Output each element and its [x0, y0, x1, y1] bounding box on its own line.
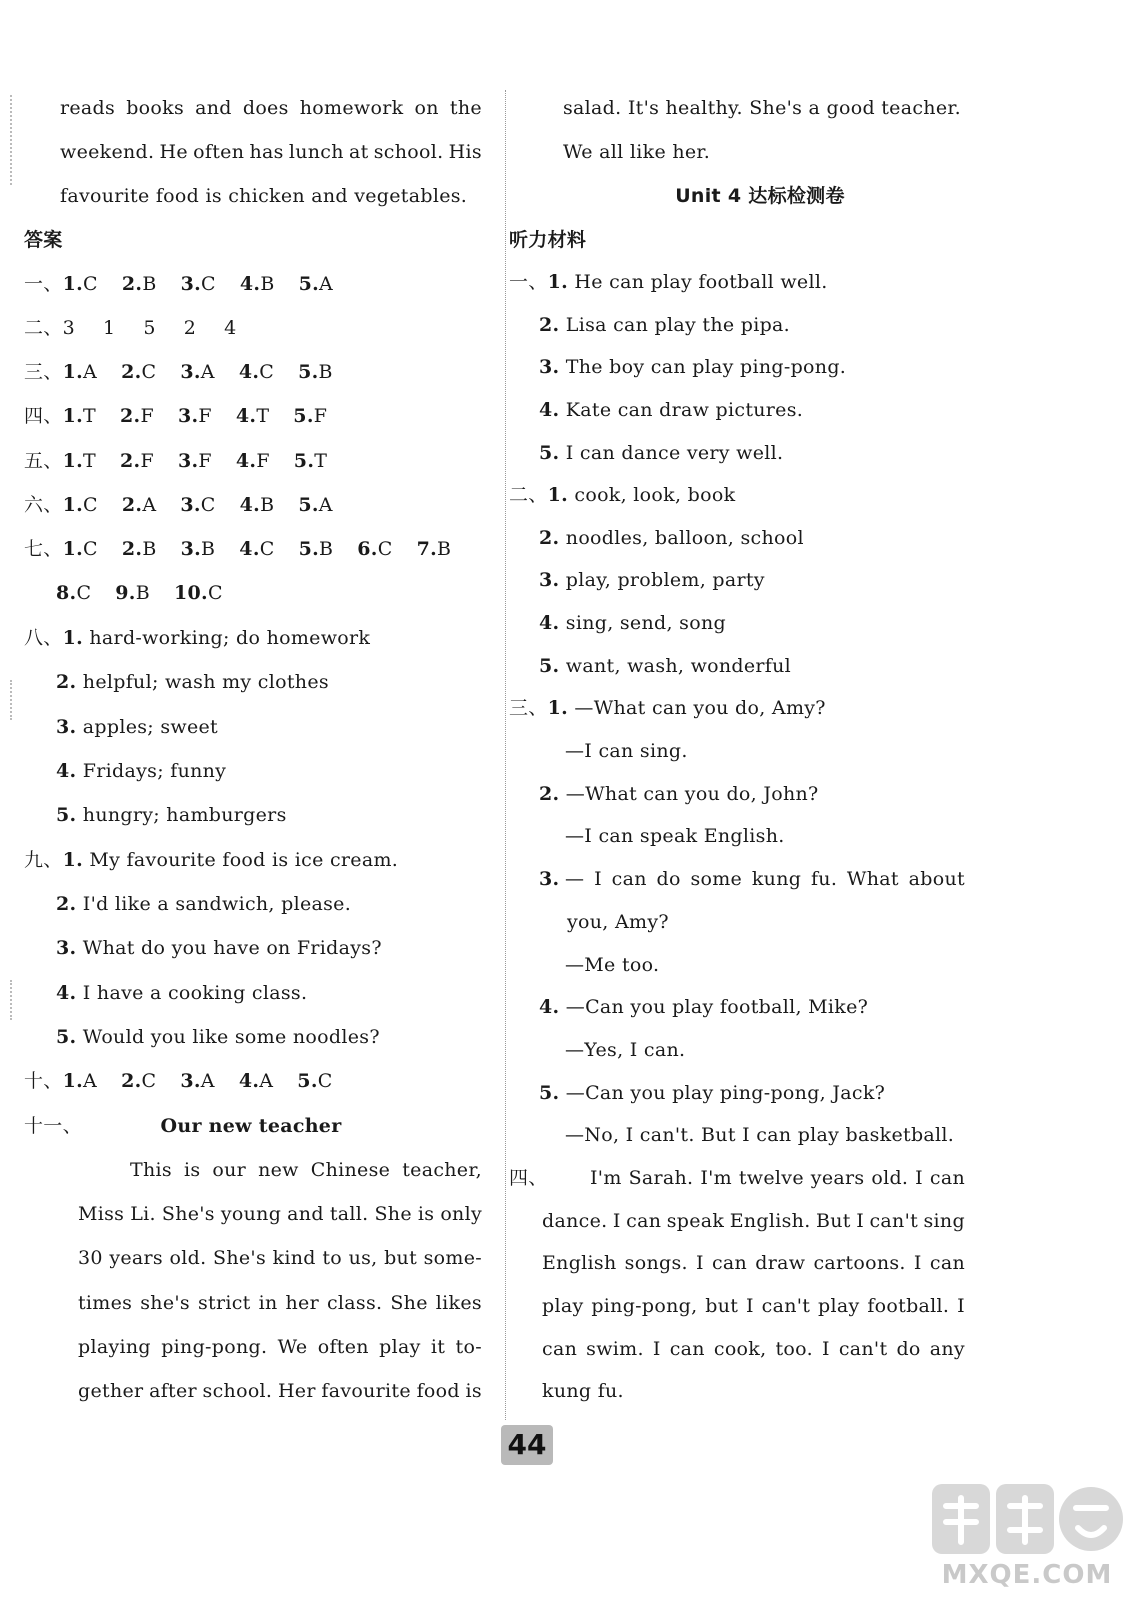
dialogue-answer: —Me too. — [565, 954, 660, 976]
intro-line: favourite food is chicken and vegetables. — [60, 185, 468, 207]
answer-item: 4.B — [239, 273, 275, 295]
section-label: 一、 — [509, 271, 548, 293]
section-label-4: 四、 — [509, 1167, 548, 1189]
answer-item: 5.B — [298, 538, 334, 560]
answer-item: 3.C — [180, 494, 216, 516]
word: — — [565, 868, 585, 890]
answer-item: 3. apples; sweet — [56, 716, 218, 738]
listening-item: 一、1. He can play football well. — [509, 271, 828, 293]
word: food — [416, 1380, 460, 1402]
word: reads — [60, 97, 116, 119]
word: likes — [435, 1292, 482, 1314]
word: playing — [78, 1336, 151, 1358]
answer-item: 5.C — [297, 1070, 333, 1092]
dialogue-question: 5. —Can you play ping-pong, Jack? — [539, 1082, 886, 1104]
word: I — [612, 1210, 621, 1232]
listening-item: 3. The boy can play ping-pong. — [539, 356, 847, 378]
answer-item: 1.A — [62, 361, 98, 383]
word: can — [626, 1210, 662, 1232]
answer-row-8-1: 八、1. hard-working; do homework — [24, 627, 371, 649]
word: play — [818, 1295, 860, 1317]
answer-item: 4.C — [238, 361, 275, 383]
answer-item: 7.B — [416, 538, 452, 560]
answers-heading: 答案 — [24, 229, 63, 251]
word: This — [130, 1159, 172, 1181]
word: can — [711, 1252, 748, 1274]
word: years — [810, 1167, 865, 1189]
word: in — [258, 1292, 278, 1314]
word: can — [611, 868, 647, 890]
word: I — [915, 1167, 923, 1189]
sequence-value: 5 — [143, 317, 156, 339]
word: What — [846, 868, 899, 890]
word: Her — [277, 1380, 316, 1402]
continuation-line: salad. It's healthy. She's a good teacher. — [563, 97, 962, 119]
word: often — [193, 141, 245, 163]
watermark-text: MXQE.COM — [941, 1560, 1113, 1590]
dialogue-question: 4. —Can you play football, Mike? — [539, 996, 869, 1018]
section-label: 二、 — [24, 317, 63, 339]
word: We — [277, 1336, 308, 1358]
word: I'm — [700, 1167, 732, 1189]
word: teacher, — [402, 1159, 482, 1181]
answer-item: 3.F — [177, 405, 212, 427]
word: tall. — [329, 1203, 369, 1225]
word: I — [821, 1338, 830, 1360]
section-label: 六、 — [24, 494, 63, 516]
word: kind — [272, 1247, 316, 1269]
word: can't — [838, 1338, 888, 1360]
passage-line: kung fu. — [542, 1380, 624, 1402]
page-number: 44 — [501, 1425, 553, 1465]
section-label: 十、 — [24, 1070, 63, 1092]
section-label: 三、 — [509, 697, 548, 719]
word: English. — [729, 1210, 811, 1232]
right-column — [509, 0, 1005, 1600]
word: songs. — [624, 1252, 688, 1274]
word: ping-pong. — [161, 1336, 268, 1358]
answer-item: 10.C — [173, 582, 223, 604]
word: us, — [348, 1247, 378, 1269]
word: has — [249, 141, 284, 163]
word: I — [746, 1295, 754, 1317]
answer-item: 4. I have a cooking class. — [56, 982, 308, 1004]
dialogue-question: 2. —What can you do, John? — [539, 783, 819, 805]
word: gether — [78, 1380, 144, 1402]
answer-item: 3.B — [180, 538, 216, 560]
word: She's — [161, 1203, 215, 1225]
word: and — [287, 1203, 324, 1225]
answer-item: 5.A — [298, 494, 333, 516]
word: play — [542, 1295, 584, 1317]
word: kung — [751, 868, 802, 890]
section-label: 八、 — [24, 627, 63, 649]
word: but — [705, 1295, 739, 1317]
word: can't — [869, 1210, 919, 1232]
column-divider — [505, 90, 506, 1420]
answer-item: 4.T — [235, 405, 270, 427]
answer-item: 1.C — [62, 273, 98, 295]
word: speak — [666, 1210, 725, 1232]
word: swim. — [586, 1338, 644, 1360]
answer-row-6 — [24, 493, 333, 517]
listening-item: 2. noodles, balloon, school — [539, 527, 804, 549]
word: do — [656, 868, 681, 890]
answer-item: 2.C — [121, 1070, 157, 1092]
word: She — [390, 1292, 428, 1314]
word: some- — [423, 1247, 482, 1269]
listening-item: 2. Lisa can play the pipa. — [539, 314, 791, 336]
section-label: 九、 — [24, 849, 63, 871]
passage-line — [542, 1337, 965, 1361]
answer-item: 5. Would you like some noodles? — [56, 1026, 380, 1048]
word: does — [242, 97, 289, 119]
answer-row-7-cont — [56, 581, 223, 605]
word: weekend. — [60, 141, 155, 163]
answer-item: 4.A — [238, 1070, 274, 1092]
passage-line — [78, 1202, 482, 1226]
watermark-logo — [928, 1478, 1124, 1600]
passage-line — [78, 1246, 482, 1270]
word: ping-pong, — [591, 1295, 698, 1317]
section-label-11: 十一、 — [24, 1115, 82, 1137]
word: it — [430, 1336, 446, 1358]
word: I — [696, 1252, 704, 1274]
word: school. — [373, 141, 444, 163]
answer-item: 8.C — [56, 582, 92, 604]
intro-line — [60, 96, 482, 120]
word: young — [220, 1203, 282, 1225]
answer-item: 4.B — [239, 494, 275, 516]
word: can — [929, 1252, 965, 1274]
passage-line — [542, 1294, 965, 1318]
word: I — [652, 1338, 661, 1360]
word: too. — [775, 1338, 813, 1360]
word: to — [322, 1247, 343, 1269]
intro-line — [60, 140, 482, 164]
word: times — [78, 1292, 133, 1314]
answer-item: 1.C — [62, 494, 98, 516]
listening-item: 二、1. cook, look, book — [509, 484, 736, 506]
listening-item: 4. Kate can draw pictures. — [539, 399, 804, 421]
answer-item: 3.C — [180, 273, 216, 295]
listening-heading: 听力材料 — [509, 229, 587, 251]
word: favourite — [321, 1380, 411, 1402]
answer-row-7 — [24, 537, 451, 561]
word: He — [159, 141, 188, 163]
word: some — [690, 868, 743, 890]
word: can — [929, 1167, 965, 1189]
answer-item: 1.T — [62, 405, 97, 427]
word: But — [816, 1210, 851, 1232]
word: do — [896, 1338, 921, 1360]
word: class. — [326, 1292, 383, 1314]
word: often — [317, 1336, 369, 1358]
answer-row-5 — [24, 449, 327, 473]
sequence-value: 1 — [103, 317, 116, 339]
word: I — [594, 868, 602, 890]
word: at — [348, 141, 369, 163]
answer-item: 3. What do you have on Fridays? — [56, 937, 382, 959]
listening-item: 4. sing, send, song — [539, 612, 726, 634]
listening-item: 3. play, problem, party — [539, 569, 765, 591]
answer-item: 5.B — [298, 361, 333, 383]
word: but — [384, 1247, 418, 1269]
word: is — [183, 1159, 201, 1181]
sequence-value: 4 — [224, 317, 237, 339]
sequence-value: 3 — [62, 317, 75, 339]
passage-line — [78, 1291, 482, 1315]
passage-line — [542, 1251, 965, 1275]
word: about — [908, 868, 965, 890]
answer-row-1 — [24, 272, 333, 296]
word: school. — [202, 1380, 273, 1402]
word: old. — [871, 1167, 909, 1189]
word: her — [285, 1292, 319, 1314]
answer-row-10 — [24, 1069, 333, 1093]
word: new — [258, 1159, 299, 1181]
answer-item: 2.C — [121, 361, 157, 383]
answer-item: 2. I'd like a sandwich, please. — [56, 893, 352, 915]
answer-row-4 — [24, 404, 327, 428]
answer-item: 1.C — [62, 538, 98, 560]
word: play — [379, 1336, 421, 1358]
word: on — [414, 97, 439, 119]
dialogue-answer: —I can sing. — [565, 740, 688, 762]
word: English — [542, 1252, 617, 1274]
answer-item: 5.A — [298, 273, 334, 295]
section-label: 四、 — [24, 405, 63, 427]
word: any — [929, 1338, 965, 1360]
answer-item: 5.F — [293, 405, 328, 427]
passage-line — [542, 1209, 965, 1233]
word: football. — [867, 1295, 950, 1317]
listening-item: 5. want, wash, wonderful — [539, 655, 792, 677]
answer-item: 2.F — [120, 405, 154, 427]
word: after — [149, 1380, 197, 1402]
word: She — [374, 1203, 412, 1225]
word: is — [417, 1203, 435, 1225]
word: can — [542, 1338, 578, 1360]
dialogue-question: 三、1. —What can you do, Amy? — [509, 697, 826, 719]
answer-item: 9.B — [115, 582, 150, 604]
word: can't — [761, 1295, 811, 1317]
word: I'm — [590, 1167, 622, 1189]
answer-item: 4. Fridays; funny — [56, 760, 227, 782]
section-label: 七、 — [24, 538, 63, 560]
word: years — [109, 1247, 163, 1269]
word: cartoons. — [813, 1252, 906, 1274]
answer-item: 1.T — [62, 450, 97, 472]
section-label: 三、 — [24, 361, 63, 383]
word: Chinese — [310, 1159, 391, 1181]
word: to- — [455, 1336, 482, 1358]
answer-item: 2.F — [120, 450, 154, 472]
passage-line — [78, 1335, 482, 1359]
word: She's — [213, 1247, 267, 1269]
dialogue-question-text — [565, 867, 965, 891]
word: strict — [197, 1292, 251, 1314]
word: can — [669, 1338, 705, 1360]
answer-row-2 — [24, 316, 265, 340]
answer-item: 1.A — [62, 1070, 98, 1092]
word: draw — [755, 1252, 806, 1274]
answer-item: 3.A — [180, 361, 215, 383]
word: our — [212, 1159, 247, 1181]
answer-item: 3.A — [180, 1070, 215, 1092]
answer-row-3 — [24, 360, 333, 384]
word: I — [957, 1295, 965, 1317]
word: fu. — [810, 868, 838, 890]
word: cook, — [713, 1338, 767, 1360]
watermark-emblem-icon — [928, 1478, 1124, 1568]
dialogue-answer: —Yes, I can. — [565, 1039, 686, 1061]
passage-title: Our new teacher — [160, 1115, 342, 1137]
passage-line — [78, 1379, 482, 1403]
passage-line — [130, 1158, 482, 1182]
word: is — [465, 1380, 482, 1402]
word: only — [440, 1203, 482, 1225]
dialogue-answer: —I can speak English. — [565, 825, 785, 847]
word: old. — [169, 1247, 207, 1269]
section-label: 一、 — [24, 273, 63, 295]
word: books — [126, 97, 184, 119]
answer-item: 2.A — [121, 494, 157, 516]
answer-item: 2.B — [121, 538, 157, 560]
word: dance. — [542, 1210, 608, 1232]
answer-item: 2.B — [121, 273, 157, 295]
answer-item: 2. helpful; wash my clothes — [56, 671, 329, 693]
passage-line — [590, 1166, 965, 1190]
continuation-line: We all like her. — [563, 141, 711, 163]
word: sing — [923, 1210, 965, 1232]
dialogue-answer: —No, I can't. But I can play basketball. — [565, 1124, 955, 1146]
word: homework — [299, 97, 404, 119]
word: and — [195, 97, 232, 119]
answer-item: 4.F — [235, 450, 270, 472]
unit-title: Unit 4 达标检测卷 — [675, 185, 845, 207]
word: lunch — [288, 141, 344, 163]
word: twelve — [738, 1167, 804, 1189]
answer-item: 5. hungry; hamburgers — [56, 804, 287, 826]
word: Sarah. — [628, 1167, 694, 1189]
word: Miss — [78, 1203, 125, 1225]
word: I — [856, 1210, 865, 1232]
sequence-value: 2 — [183, 317, 197, 339]
left-column — [0, 0, 500, 1600]
word: the — [449, 97, 482, 119]
word: His — [448, 141, 482, 163]
word: I — [913, 1252, 922, 1274]
answer-item: 5.T — [293, 450, 328, 472]
section-label: 二、 — [509, 484, 548, 506]
answer-row-9-1: 九、1. My favourite food is ice cream. — [24, 849, 399, 871]
listening-item: 5. I can dance very well. — [539, 442, 784, 464]
answer-item: 4.C — [239, 538, 275, 560]
word: Li. — [130, 1203, 156, 1225]
answer-item: 3.F — [177, 450, 212, 472]
word: 30 — [78, 1247, 103, 1269]
dialogue-question-cont: you, Amy? — [567, 911, 669, 933]
word: she's — [140, 1292, 190, 1314]
section-label: 五、 — [24, 450, 63, 472]
answer-item: 6.C — [357, 538, 393, 560]
dialogue-question: 3. — [539, 868, 560, 890]
